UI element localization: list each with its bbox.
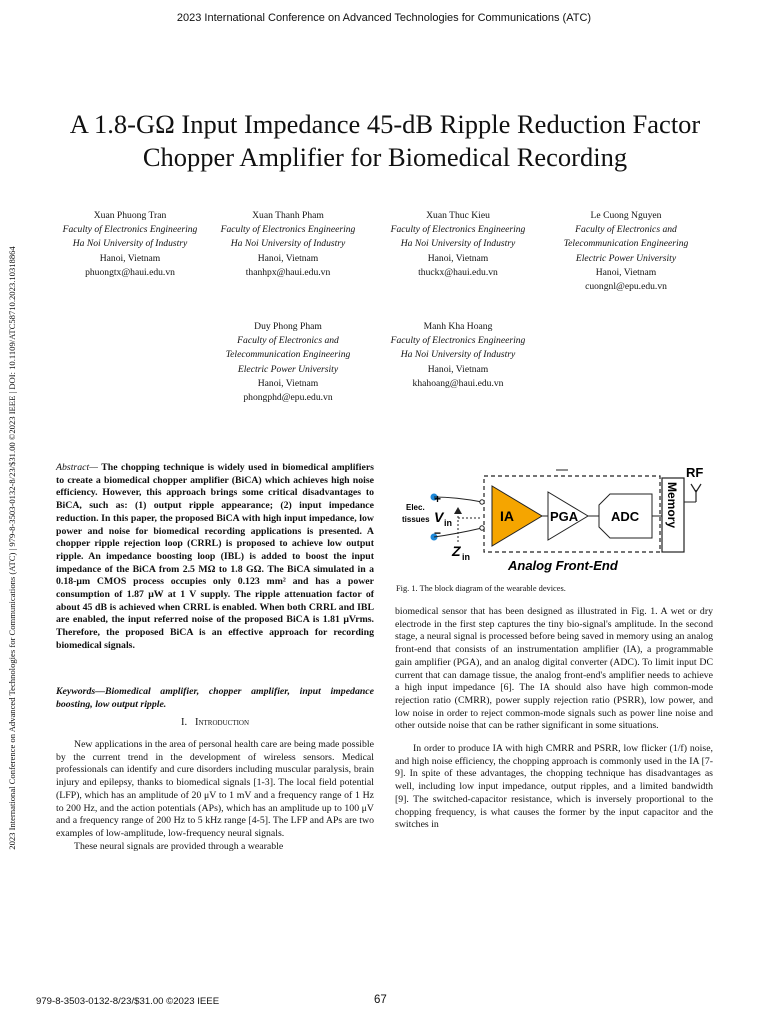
- keywords: Keywords—Biomedical amplifier, chopper amplifier, input impedance boosting, low output ripple.: [56, 686, 374, 710]
- author-email: cuongnl@epu.edu.vn: [585, 281, 667, 293]
- author-block: [60, 209, 200, 280]
- author-block: [210, 209, 366, 280]
- tissues-label: tissues: [402, 515, 430, 524]
- body-text-right: [395, 606, 713, 832]
- paragraph: biomedical sensor that has been designed as illustrated in Fig. 1. A wet or dry electrode in the first step captures the tiny bio-signal's amplitude. In the second stage, a neural signal is processed before being saved in memory using an analog front-end that consists of an instrumentation amplifier (IA), a programmable gain amplifier (PGA), and an analog digital converter (ADC). To limit input DC current that can damage tissue, the analog front-end's amplifier needs to achieve a high input impedance [6]. The IA should also have high common-mode rejection ratio (CMRR), power supply rejection ratio (PSRR), low power, and low noise in order to reject common-mode signals such as power line noise and other outside noise that can be rather significant in some situations.: [395, 606, 713, 732]
- author-affiliation: Faculty of Electronics and Telecommunication Engineering: [563, 224, 689, 250]
- author-university: Ha Noi University of Industry: [400, 238, 516, 250]
- vin-subscript: in: [444, 518, 452, 528]
- author-block: [544, 209, 708, 294]
- minus-sign: −: [434, 526, 442, 540]
- afe-label: Analog Front-End: [508, 558, 618, 573]
- abstract: [56, 462, 374, 653]
- antenna-icon: [691, 484, 696, 492]
- author-affiliation: Faculty of Electronics Engineering: [62, 224, 198, 236]
- abstract-label: Abstract—: [56, 462, 98, 473]
- ia-label: IA: [500, 508, 514, 524]
- author-location: Hanoi, Vietnam: [427, 363, 489, 375]
- paragraph: New applications in the area of personal health care are being made possible by the current trend in the development of wireless sensors. Medical professionals can identify and cure disorders including muscular paralysis, brain injury and epilepsy, thanks to biomedical signals [1-3]. The local field potential (LFP), which has an amplitude of 20 μV to 1 mV and a frequency range of 1 Hz to 200 Hz, and the action potentials (APs), which has an amplitude up to 100 μV and a frequency range of 200 Hz to 5 kHz range [4-5]. The LFP and APs are two examples of low-amplitude, low-frequency neural signals.: [56, 739, 374, 839]
- author-block: [390, 320, 526, 391]
- author-name: Xuan Thanh Pham: [252, 210, 324, 221]
- author-email: khahoang@haui.edu.vn: [412, 377, 504, 389]
- author-university: Ha Noi University of Industry: [230, 238, 346, 250]
- side-doi-note: 2023 International Conference on Advanced Technologies for Communications (ATC) | 979-8-3503-0132-8/23/$31.00 ©2023 IEEE | DOI: 10.1109/ATC58710.2023.10318864: [7, 246, 17, 850]
- author-location: Hanoi, Vietnam: [427, 252, 489, 264]
- rf-label: RF: [686, 465, 704, 480]
- paragraph: In order to produce IA with high CMRR and PSRR, low flicker (1/f) noise, and high noise efficiency, the chopping approach is commonly used in the IA [7-9]. In spite of these advantages, the chopping technique has disadvantages as well, including low input impedance, output ripples, and a limited bandwidth [9]. The switched-capacitor resistance, which is inversely proportional to the chopping frequency, is what causes the former by the input capacitor and the switches in: [395, 743, 713, 831]
- author-university: Ha Noi University of Industry: [72, 238, 188, 250]
- pga-label: PGA: [550, 509, 579, 524]
- figure-caption: Fig. 1. The block diagram of the wearable devices.: [396, 584, 566, 593]
- author-affiliation: Faculty of Electronics Engineering: [220, 224, 356, 236]
- author-block: [390, 209, 526, 280]
- adc-label: ADC: [611, 509, 640, 524]
- author-name: Manh Kha Hoang: [423, 321, 493, 332]
- paragraph: These neural signals are provided through a wearable: [74, 840, 284, 852]
- author-location: Hanoi, Vietnam: [99, 252, 161, 264]
- author-name: Xuan Phuong Tran: [93, 210, 167, 221]
- section-heading: [56, 717, 374, 728]
- author-name: Xuan Thuc Kieu: [426, 210, 490, 221]
- author-block: [210, 320, 366, 405]
- memory-label: Memory: [665, 482, 679, 529]
- author-location: Hanoi, Vietnam: [595, 266, 657, 278]
- input-node: [480, 500, 484, 504]
- paper-title: A 1.8-GΩ Input Impedance 45-dB Ripple Reduction Factor Chopper Amplifier for Biomedical Recording: [69, 109, 701, 172]
- section-number: I.: [180, 717, 188, 728]
- author-location: Hanoi, Vietnam: [257, 377, 319, 389]
- author-name: Le Cuong Nguyen: [590, 210, 662, 221]
- input-wire: [434, 497, 482, 502]
- abstract-text: The chopping technique is widely used in biomedical amplifiers to create a biomedical chopper amplifier (BiCA) which achieves high noise efficiency. However, this approach brings some critical disadvantages to BiCA, such as: (1) output ripple appearance; (2) input impedance reduction. In this paper, the proposed BiCA with high input impedance, low power and noise for biomedical recording applications is presented. A chopper ripple rejection loop (CRRL) is proposed to achieve low output ripple. An impedance boosting loop (IBL) is added to boost the input impedance of the BiCA from 2.5 MΩ to 1.8 GΩ. The BiCA simulated in a 0.18-μm CMOS process occupies only 0.123 mm² and has a power consumption of 1.87 μW at 1 V supply. The ripple attenuation factor of about 45 dB is achieved when CRRL is enabled. When both CRRL and IBL are enabled, the input referred noise of the proposed BiCA is 1.81 μVrms. Therefore, the proposed BiCA is an effective approach for recording biomedical signals.: [56, 462, 374, 651]
- conference-header: 2023 International Conference on Advanced Technologies for Communications (ATC): [176, 12, 592, 24]
- author-university: Electric Power University: [237, 363, 339, 375]
- author-affiliation: Faculty of Electronics and Telecommunication Engineering: [225, 335, 351, 361]
- arrow-head-icon: [454, 507, 462, 514]
- author-name: Duy Phong Pham: [254, 321, 322, 332]
- page-number: 67: [374, 994, 387, 1006]
- author-email: phuongtx@haui.edu.vn: [85, 266, 175, 278]
- input-node: [480, 526, 484, 530]
- author-affiliation: Faculty of Electronics Engineering: [390, 224, 526, 236]
- footer-isbn: 979-8-3503-0132-8/23/$31.00 ©2023 IEEE: [36, 996, 220, 1007]
- intro-text: [56, 739, 374, 853]
- author-email: phongphd@epu.edu.vn: [243, 392, 333, 404]
- antenna-icon: [696, 484, 701, 492]
- plus-sign: +: [434, 492, 442, 506]
- author-affiliation: Faculty of Electronics Engineering: [390, 335, 526, 347]
- zin-subscript: in: [462, 552, 470, 562]
- author-location: Hanoi, Vietnam: [257, 252, 319, 264]
- elec-label: Elec.: [406, 503, 425, 512]
- author-university: Ha Noi University of Industry: [400, 349, 516, 361]
- block-diagram-figure: [396, 462, 714, 580]
- author-email: thuckx@haui.edu.vn: [418, 266, 498, 278]
- author-university: Electric Power University: [575, 252, 677, 264]
- author-email: thanhpx@haui.edu.vn: [245, 266, 331, 278]
- vin-label: V: [434, 509, 444, 525]
- zin-label: Z: [452, 543, 461, 559]
- section-title: Introduction: [194, 717, 250, 728]
